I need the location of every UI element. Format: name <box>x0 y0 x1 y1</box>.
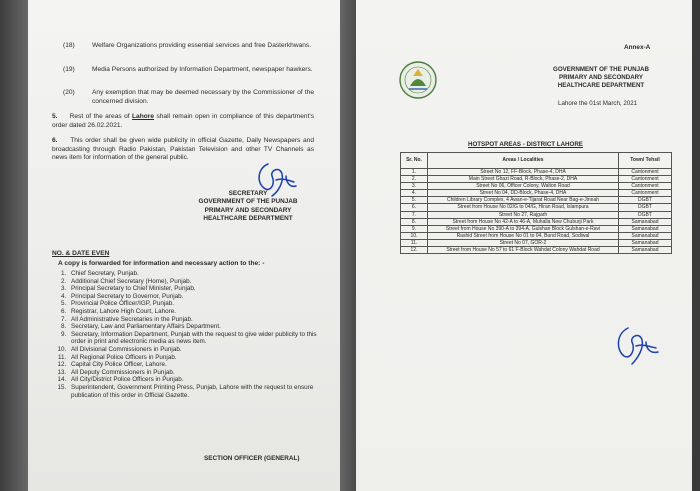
table-row <box>401 218 672 225</box>
item-number: (19) <box>63 66 75 73</box>
area-cell: Street from House No 02/G to 04/G, Hiran Road, Islampura <box>428 204 619 211</box>
background-edge <box>0 0 30 491</box>
signatory-block <box>178 190 318 224</box>
signatory-line: SECRETARY <box>228 190 268 197</box>
no-date-heading: NO. & DATE EVEN <box>52 250 110 257</box>
table-row <box>401 183 672 190</box>
list-item: 14. All City/District Police Officers in Punjab. <box>68 376 330 384</box>
table-title: HOTSPOT AREAS - DISTRICT LAHORE <box>468 141 583 148</box>
list-item: 6. Registrar, Lahore High Court, Lahore. <box>68 308 330 316</box>
column-header: Town/ Tehsil <box>619 153 672 169</box>
sr-cell: 2. <box>401 176 428 183</box>
list-item: 9. Secretary, Information Department, Punjab with the request to give wider publicity to this order in print and electronic media as news item. <box>68 331 330 346</box>
annex-label: Annex-A <box>624 44 651 51</box>
table-row <box>401 176 672 183</box>
exemption-item: Media Persons authorized by Information Department, newspaper hawkers. <box>92 66 313 73</box>
column-header: Areas / Localities <box>428 153 619 169</box>
header-line: PRIMARY AND SECONDARY <box>558 74 644 82</box>
town-cell: Cantonment <box>619 169 672 176</box>
town-cell: DGBT <box>619 197 672 204</box>
area-cell: Main Street Ghazi Road, R-Block, Phase-2, DHA <box>428 176 619 183</box>
town-cell: Cantonment <box>619 190 672 197</box>
list-item: 12. Capital City Police Officer, Lahore. <box>68 361 330 369</box>
area-cell: Street from House No 57 to 61 F-Block Wahdat Colony Wahdat Road <box>428 247 619 254</box>
area-cell: Street from House No 42-A to 46-A, Muhalla New Chuburji Park <box>428 218 619 225</box>
list-item: 1. Chief Secretary, Punjab. <box>68 270 330 278</box>
section-officer: SECTION OFFICER (GENERAL) <box>204 455 300 462</box>
table-row <box>401 239 672 246</box>
item-number: (20) <box>63 89 75 96</box>
area-cell: Street No 12, FF-Block, Phase-4, DHA <box>428 169 619 176</box>
table-row <box>401 197 672 204</box>
area-cell: Street No 07, GOR-2 <box>428 239 619 246</box>
paragraph-number: 6. <box>52 137 58 144</box>
exemption-item: Any exemption that may be deemed necessary by the Commissioner of the concerned division. <box>92 89 314 105</box>
table-row <box>401 225 672 232</box>
list-item: 2. Additional Chief Secretary (Home), Punjab. <box>68 278 330 286</box>
paragraph-5 <box>52 113 314 130</box>
sr-cell: 6. <box>401 204 428 211</box>
exemption-item: Welfare Organizations providing essential services and free Dasterkhwans. <box>92 42 312 49</box>
paragraph-text: This order shall be given wide publicity in official Gazette, Daily Newspapers and broadcasting through Radio Pakistan, Pakistan Television and other TV Channels as news item for information of the general public. <box>52 137 314 162</box>
area-cell: Children Library Complex, 4 Awan-e-Tijarat Road Near Bag-e-Jinnah <box>428 197 619 204</box>
sr-cell: 10. <box>401 232 428 239</box>
punjab-logo-icon <box>398 60 438 100</box>
list-item: 15. Superintendent, Government Printing Press, Punjab, Lahore with the request to ensure publication of this order in Official Gazette. <box>68 384 330 399</box>
header-line: HEALTHCARE DEPARTMENT <box>557 82 645 90</box>
table-row <box>401 247 672 254</box>
sr-cell: 5. <box>401 197 428 204</box>
sr-cell: 12. <box>401 247 428 254</box>
table-row <box>401 204 672 211</box>
list-item: 7. All Administrative Secretaries in the Punjab. <box>68 316 330 324</box>
list-item: 11. All Regional Police Officers in Punjab. <box>68 354 330 362</box>
town-cell: Samanabad <box>619 247 672 254</box>
sr-cell: 7. <box>401 211 428 218</box>
header-line: GOVERNMENT OF THE PUNJAB <box>553 66 649 73</box>
town-cell: Cantonment <box>619 183 672 190</box>
area-cell: Street No 06, Officer Colony, Walton Road <box>428 183 619 190</box>
area-name: Lahore <box>132 113 155 120</box>
area-cell: Street No 04, DD-Block, Phase-4, DHA <box>428 190 619 197</box>
town-cell: Samanabad <box>619 239 672 246</box>
town-cell: DGBT <box>619 204 672 211</box>
sr-cell: 1. <box>401 169 428 176</box>
list-item: 8. Secretary, Law and Parliamentary Affairs Department. <box>68 323 330 331</box>
page-gutter <box>338 0 356 491</box>
town-cell: Cantonment <box>619 176 672 183</box>
sr-cell: 8. <box>401 218 428 225</box>
town-cell: Samanabad <box>619 218 672 225</box>
list-item: 10. All Divisional Commissioners in Punjab. <box>68 346 330 354</box>
list-item: 3. Principal Secretary to Chief Minister, Punjab. <box>68 285 330 293</box>
area-cell: Rashid Street from House No 01 to 04, Bund Road, Sodiwal <box>428 232 619 239</box>
order-page <box>28 0 340 491</box>
paragraph-text: shall remain open in compliance of this department's order dated 26.02.2021. <box>52 113 314 129</box>
signatory-line: HEALTHCARE DEPARTMENT <box>203 215 293 223</box>
sr-cell: 9. <box>401 225 428 232</box>
hotspot-table <box>400 152 672 254</box>
list-item: 13. All Deputy Commissioners in Punjab. <box>68 369 330 377</box>
copy-intro: A copy is forwarded for information and necessary action to the: - <box>58 260 265 267</box>
signatory-line: PRIMARY AND SECONDARY <box>204 206 292 214</box>
town-cell: Samanabad <box>619 232 672 239</box>
paragraph-text: Rest of the areas of <box>69 113 130 120</box>
table-row <box>401 211 672 218</box>
list-item: 4. Principal Secretary to Governor, Punjab. <box>68 293 330 301</box>
table-row <box>401 232 672 239</box>
table-header-row <box>401 153 672 169</box>
sr-cell: 4. <box>401 190 428 197</box>
list-item: 5. Provincial Police Officer/IGP, Punjab. <box>68 300 330 308</box>
town-cell: Samanabad <box>619 225 672 232</box>
signature <box>608 322 664 368</box>
department-header <box>526 66 676 91</box>
column-header: Sr. No. <box>401 153 428 169</box>
signatory-line: GOVERNMENT OF THE PUNJAB <box>198 198 298 206</box>
town-cell: DGBT <box>619 211 672 218</box>
table-row <box>401 169 672 176</box>
area-cell: Street No 27, Rajgarh <box>428 211 619 218</box>
annex-page <box>356 0 692 491</box>
sr-cell: 11. <box>401 239 428 246</box>
area-cell: Street from House No 390-A to 394-A, Gulshan Block Gulshan-e-Ravi <box>428 225 619 232</box>
table-row <box>401 190 672 197</box>
item-number: (18) <box>63 42 75 49</box>
copy-list <box>52 270 330 399</box>
document-date: Lahore the 01st March, 2021 <box>558 100 638 107</box>
paragraph-number: 5. <box>52 113 58 120</box>
sr-cell: 3. <box>401 183 428 190</box>
